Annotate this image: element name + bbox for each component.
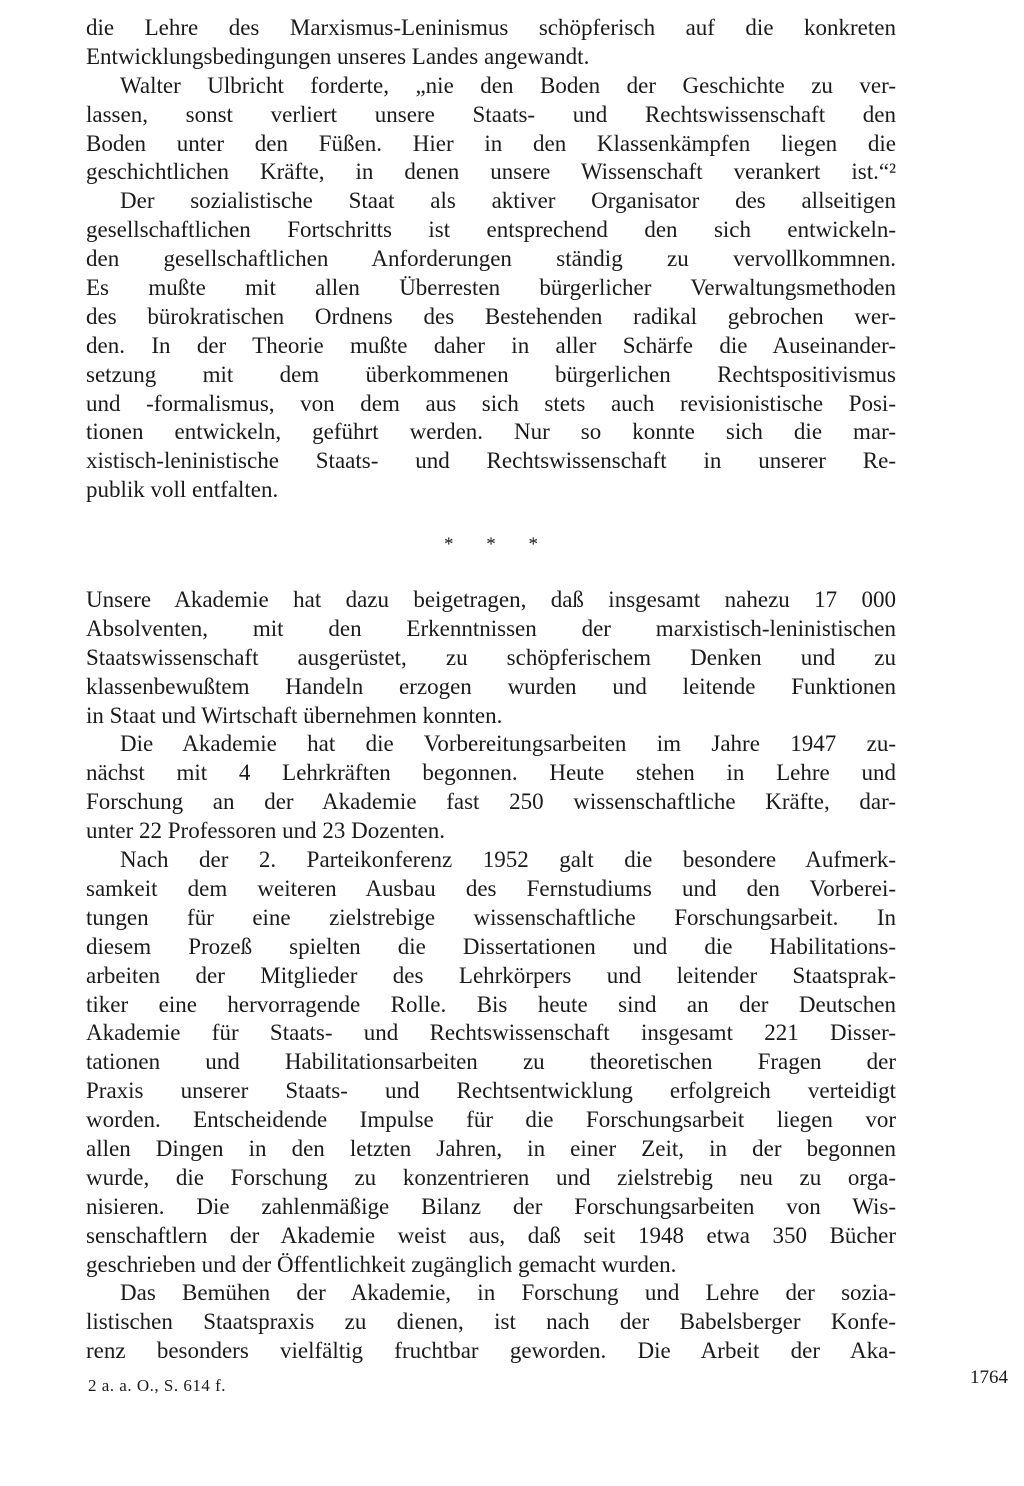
- text-line: gesellschaftlichen Fortschritts ist entsprechend den sich entwickeln-: [86, 217, 896, 243]
- text-line: Akademie für Staats- und Rechtswissenschaft insgesamt 221 Disser-: [86, 1020, 896, 1046]
- text-line: senschaftlern der Akademie weist aus, daß seit 1948 etwa 350 Bücher: [86, 1222, 896, 1248]
- text-line: Forschung an der Akademie fast 250 wissenschaftliche Kräfte, dar-: [86, 789, 896, 815]
- text-line: Nach der 2. Parteikonferenz 1952 galt die besondere Aufmerk-: [120, 847, 896, 873]
- text-line: Der sozialistische Staat als aktiver Organisator des allseitigen: [120, 188, 896, 214]
- text-line: tiker eine hervorragende Rolle. Bis heute sind an der Deutschen: [86, 991, 896, 1017]
- section-gap: [86, 560, 896, 586]
- text-line: den gesellschaftlichen Anforderungen ständig zu vervollkommnen.: [86, 246, 896, 272]
- section-gap: [86, 505, 896, 531]
- text-line: klassenbewußtem Handeln erzogen wurden und leitende Funktionen: [86, 673, 896, 699]
- text-line: wurde, die Forschung zu konzentrieren und zielstrebig neu zu orga-: [86, 1164, 896, 1190]
- text-line: renz besonders vielfältig fruchtbar geworden. Die Arbeit der Aka-: [86, 1338, 896, 1364]
- text-line: Das Bemühen der Akademie, in Forschung und Lehre der sozia-: [120, 1280, 896, 1306]
- text-line: tationen und Habilitationsarbeiten zu theoretischen Fragen der: [86, 1049, 896, 1075]
- text-line: tungen für eine zielstrebige wissenschaftliche Forschungsarbeit. In: [86, 904, 896, 930]
- text-line: Die Akademie hat die Vorbereitungsarbeiten im Jahre 1947 zu-: [120, 731, 896, 757]
- text-line: in Staat und Wirtschaft übernehmen konnten.: [86, 702, 503, 728]
- text-line: Praxis unserer Staats- und Rechtsentwicklung erfolgreich verteidigt: [86, 1078, 896, 1104]
- text-line: geschrieben und der Öffentlichkeit zugänglich gemacht wurden.: [86, 1251, 677, 1277]
- text-line: die Lehre des Marxismus-Leninismus schöpferisch auf die konkreten: [86, 15, 896, 40]
- text-line: listischen Staatspraxis zu dienen, ist nach der Babelsberger Konfe-: [86, 1309, 896, 1335]
- text-line: Es mußte mit allen Überresten bürgerlicher Verwaltungsmethoden: [86, 275, 896, 301]
- text-line: Staatswissenschaft ausgerüstet, zu schöpferischem Denken und zu: [86, 644, 896, 670]
- text-line: den. In der Theorie mußte daher in aller Schärfe die Auseinander-: [86, 332, 896, 358]
- text-line: lassen, sonst verliert unsere Staats- und Rechtswissenschaft den: [86, 101, 896, 127]
- text-line: nisieren. Die zahlenmäßige Bilanz der Forschungsarbeiten von Wis-: [86, 1193, 896, 1219]
- text-line: arbeiten der Mitglieder des Lehrkörpers und leitender Staatsprak-: [86, 962, 896, 988]
- text-line: Boden unter den Füßen. Hier in den Klassenkämpfen liegen die: [86, 130, 896, 156]
- text-line: unter 22 Professoren und 23 Dozenten.: [86, 818, 445, 844]
- text-line: geschichtlichen Kräfte, in denen unsere Wissenschaft verankert ist.“²: [86, 159, 896, 185]
- text-line: xistisch-leninistische Staats- und Rechtswissenschaft in unserer Re-: [86, 448, 896, 474]
- text-line: setzung mit dem überkommenen bürgerlichen Rechtspositivismus: [86, 361, 896, 387]
- text-line: worden. Entscheidende Impulse für die Forschungsarbeit liegen vor: [86, 1107, 896, 1133]
- text-line: Entwicklungsbedingungen unseres Landes angewandt.: [86, 43, 590, 69]
- page-number: 1764: [970, 1367, 1008, 1388]
- text-line: Absolventen, mit den Erkenntnissen der marxistisch-leninistischen: [86, 615, 896, 641]
- footnote: 2 a. a. O., S. 614 f.: [88, 1376, 226, 1395]
- page-footer: [88, 1367, 1008, 1398]
- text-line: Unsere Akademie hat dazu beigetragen, daß insgesamt nahezu 17 000: [86, 587, 896, 613]
- text-line: und -formalismus, von dem aus sich stets auch revisionistische Posi-: [86, 390, 896, 416]
- section-separator: * * *: [444, 534, 552, 556]
- text-line: samkeit dem weiteren Ausbau des Fernstudiums und den Vorberei-: [86, 875, 896, 901]
- page-body: [86, 14, 896, 1366]
- text-line: allen Dingen in den letzten Jahren, in einer Zeit, in der begonnen: [86, 1135, 896, 1161]
- text-line: des bürokratischen Ordnens des Bestehenden radikal gebrochen wer-: [86, 303, 896, 329]
- text-line: publik voll entfalten.: [86, 477, 279, 503]
- text-line: Walter Ulbricht forderte, „nie den Boden der Geschichte zu ver-: [120, 72, 896, 98]
- text-line: diesem Prozeß spielten die Dissertationen und die Habilitations-: [86, 933, 896, 959]
- text-line: nächst mit 4 Lehrkräften begonnen. Heute stehen in Lehre und: [86, 760, 896, 786]
- text-line: tionen entwickeln, geführt werden. Nur so konnte sich die mar-: [86, 419, 896, 445]
